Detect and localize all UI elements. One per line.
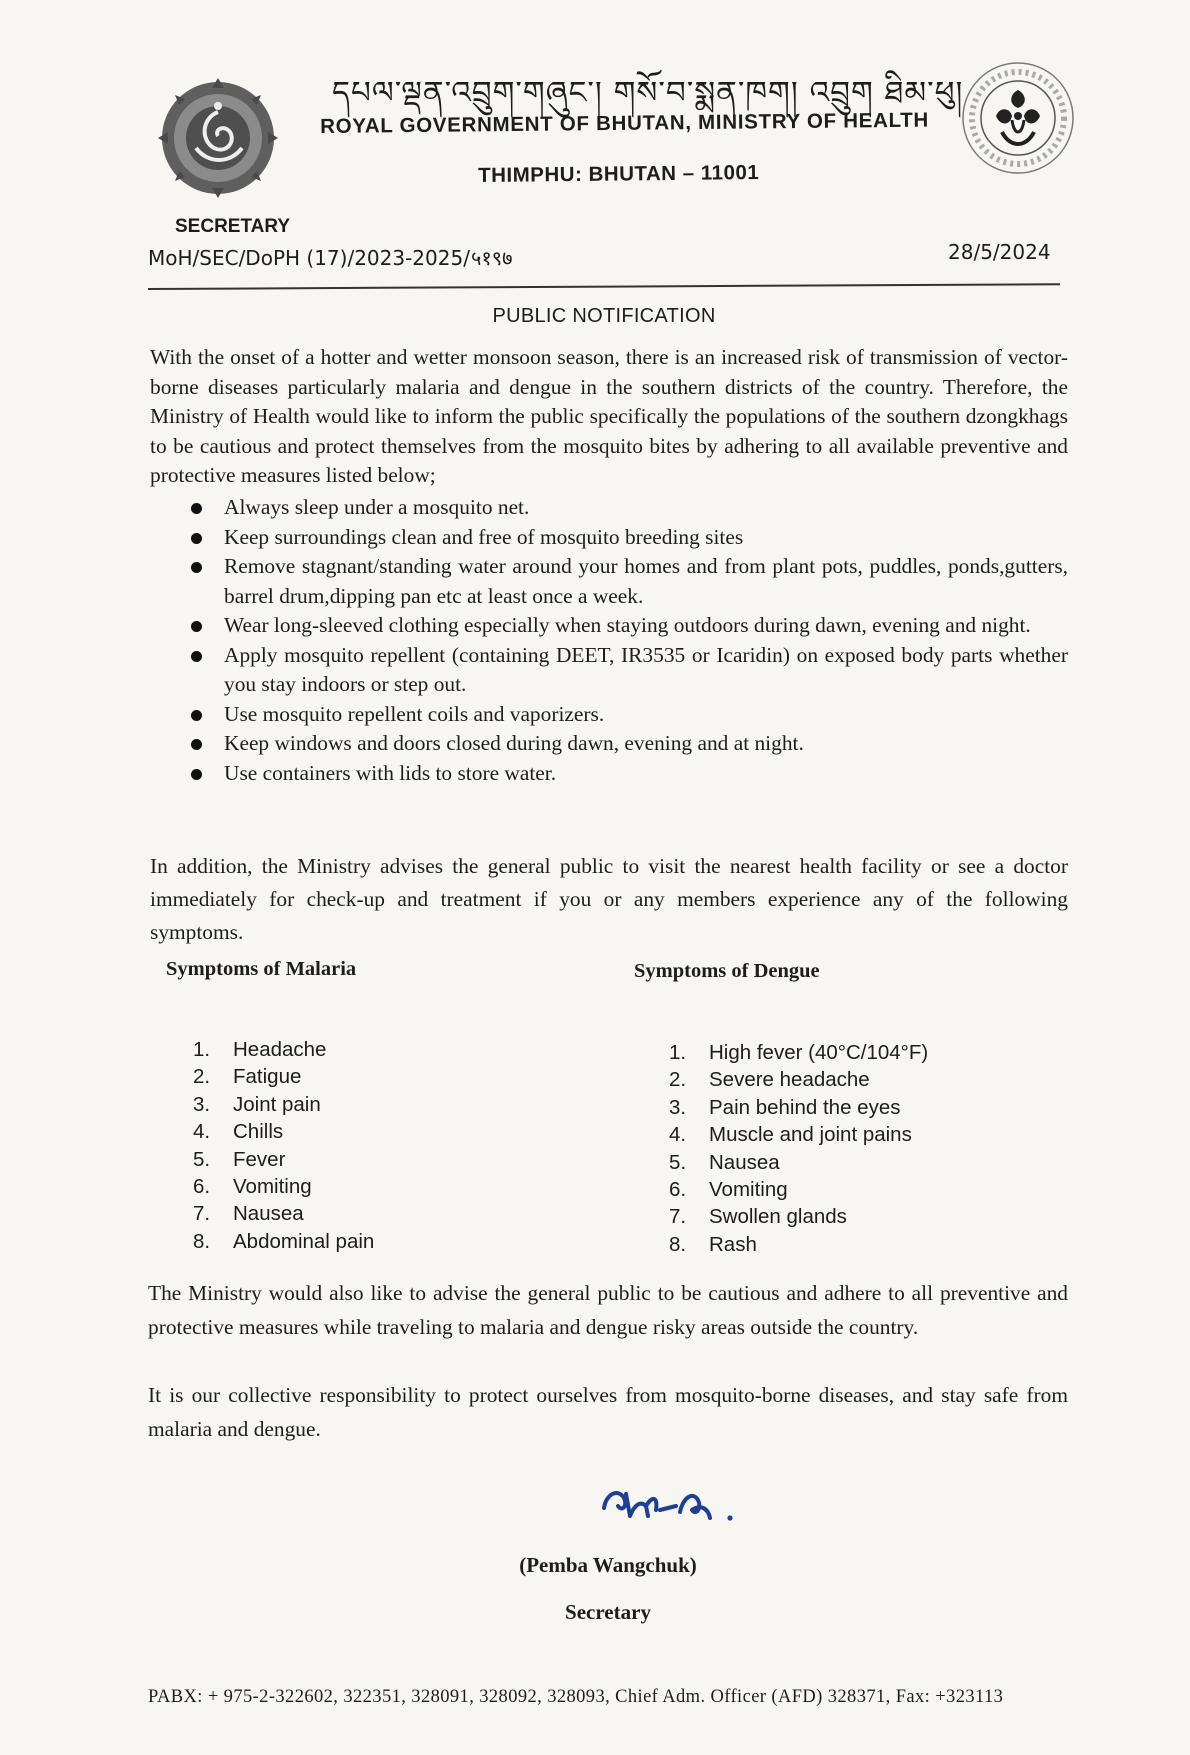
advisory-paragraph: In addition, the Ministry advises the general public to visit the nearest health facility or see a doctor immediately for check-up and treatment if you or any members experience any of the following symptoms. bbox=[150, 854, 1068, 944]
intro-paragraph: With the onset of a hotter and wetter monsoon season, there is an increased risk of transmission of vector-borne diseases particularly malaria and dengue in the southern districts of the country. Therefore, the Ministry of Health would like to inform the public specifically the populations of the southern dzongkhags to be cautious and protect themselves from the mosquito bites by adhering to all available preventive and protective measures listed below; bbox=[150, 345, 1068, 487]
dengue-symptoms-list bbox=[669, 1039, 928, 1258]
signatory-name: (Pemba Wangchuk) bbox=[519, 1553, 697, 1577]
list-item: 6. Vomiting bbox=[669, 1178, 788, 1202]
closing-paragraph: It is our collective responsibility to protect ourselves from mosquito-borne diseases, and stay safe from malaria and dengue. bbox=[148, 1383, 1068, 1441]
list-item: Keep windows and doors closed during dawn, evening and at night. bbox=[188, 729, 1068, 759]
handwritten-signature bbox=[596, 1466, 766, 1536]
dzongkha-letterhead: དཔལ་ལྡན་འབྲུག་གཞུང་། གསོ་བ་སྨན་ཁག། འབྲུག ཐིམ་ཕུ། bbox=[332, 75, 964, 111]
list-item: Apply mosquito repellent (containing DEET, IR3535 or Icaridin) on exposed body parts whether you stay indoors or step out. bbox=[188, 641, 1068, 700]
list-item: 6. Vomiting bbox=[193, 1175, 312, 1199]
malaria-symptoms-list bbox=[193, 1036, 374, 1255]
list-item: Use mosquito repellent coils and vaporizers. bbox=[188, 700, 1068, 730]
preventive-measures-list bbox=[188, 493, 1068, 788]
footer-contact: PABX: + 975-2-322602, 322351, 328091, 328092, 328093, Chief Adm. Officer (AFD) 328371, Fax: +323113 bbox=[148, 1687, 1004, 1707]
list-item: 8. Abdominal pain bbox=[193, 1229, 375, 1253]
list-item: 4. Chills bbox=[193, 1120, 284, 1144]
list-item: 5. Fever bbox=[193, 1147, 286, 1171]
dengue-symptoms-heading: Symptoms of Dengue bbox=[634, 960, 820, 982]
list-item: Keep surroundings clean and free of mosquito breeding sites bbox=[188, 523, 1068, 553]
list-item: Use containers with lids to store water. bbox=[188, 759, 1068, 789]
list-item: 1. High fever (40°C/104°F) bbox=[669, 1041, 929, 1064]
list-item: 3. Pain behind the eyes bbox=[669, 1095, 901, 1119]
header-divider bbox=[148, 283, 1060, 290]
reference-code: MoH/SEC/DoPH (17)/2023-2025/ bbox=[148, 246, 470, 270]
list-item: 2. Fatigue bbox=[193, 1065, 302, 1089]
list-item: 4. Muscle and joint pains bbox=[669, 1123, 912, 1147]
ministry-seal-stamp bbox=[960, 60, 1076, 176]
reference-serial: ५१९७ bbox=[470, 246, 513, 270]
list-item: 7. Swollen glands bbox=[669, 1205, 847, 1229]
letterhead-title: ROYAL GOVERNMENT OF BHUTAN, MINISTRY OF HEALTH bbox=[320, 108, 930, 138]
reference-number bbox=[148, 244, 513, 271]
list-item: 2. Severe headache bbox=[669, 1068, 870, 1092]
issuing-office: SECRETARY bbox=[175, 216, 291, 237]
malaria-symptoms-heading: Symptoms of Malaria bbox=[166, 958, 357, 980]
list-item: Wear long-sleeved clothing especially when staying outdoors during dawn, evening and night. bbox=[188, 611, 1068, 641]
ministry-emblem-logo bbox=[158, 78, 278, 198]
list-item: 8. Rash bbox=[669, 1232, 757, 1256]
list-item: 1. Headache bbox=[193, 1038, 327, 1061]
list-item: 7. Nausea bbox=[193, 1202, 304, 1226]
travel-advisory-paragraph: The Ministry would also like to advise the general public to be cautious and adhere to all preventive and protective measures while traveling to malaria and dengue risky areas outside the country. bbox=[148, 1281, 1068, 1339]
list-item: 5. Nausea bbox=[669, 1150, 780, 1174]
notice-date: 28/5/2024 bbox=[948, 240, 1051, 264]
list-item: 3. Joint pain bbox=[193, 1092, 321, 1116]
list-item: Remove stagnant/standing water around your homes and from plant pots, puddles, ponds,gutters, barrel drum,dipping pan etc at least once a week. bbox=[188, 552, 1068, 611]
notice-title: PUBLIC NOTIFICATION bbox=[492, 305, 716, 327]
letterhead-address: THIMPHU: BHUTAN – 11001 bbox=[478, 161, 760, 187]
signatory-designation: Secretary bbox=[565, 1600, 651, 1624]
list-item: Always sleep under a mosquito net. bbox=[188, 493, 1068, 523]
